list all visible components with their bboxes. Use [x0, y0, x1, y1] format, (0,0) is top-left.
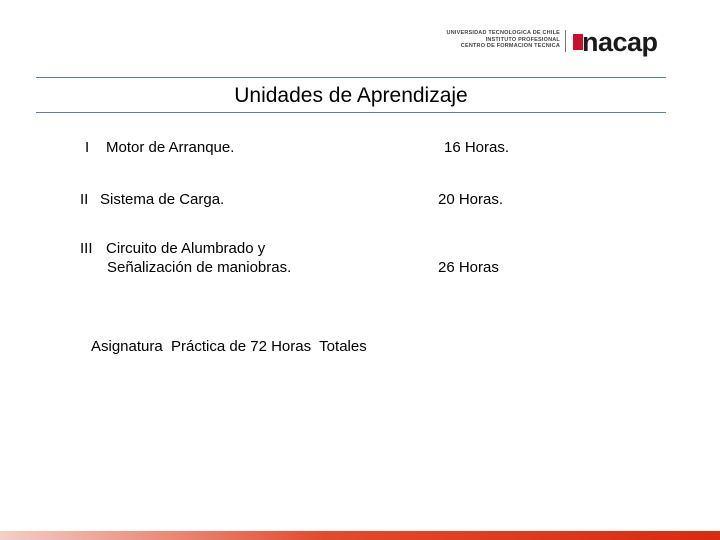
unit-name-line-2: Señalización de maniobras.	[107, 259, 292, 276]
logo-line-1: UNIVERSIDAD TECNOLOGICA DE CHILE	[446, 30, 560, 36]
logo-divider	[565, 30, 566, 52]
unit-name-line-1: Circuito de Alumbrado y	[106, 240, 266, 257]
unit-hours: 16 Horas.	[444, 139, 510, 156]
unit-hours: 26 Horas	[438, 259, 499, 276]
logo-wordmark: nacap	[582, 27, 658, 57]
unit-hours: 20 Horas.	[438, 191, 504, 208]
unit-numeral: III	[80, 240, 93, 257]
page-title: Unidades de Aprendizaje	[234, 84, 468, 107]
title-rule-top	[36, 77, 666, 78]
inacap-logo	[440, 26, 690, 66]
footer-accent-bar	[0, 531, 720, 540]
logo-line-2: INSTITUTO PROFESIONAL	[485, 36, 560, 43]
logo-line-3: CENTRO DE FORMACION TECNICA	[460, 43, 560, 49]
subject-summary: Asignatura Práctica de 72 Horas Totales	[91, 338, 367, 355]
unit-name: Motor de Arranque.	[106, 139, 235, 156]
unit-numeral: I	[85, 139, 90, 156]
unit-name: Sistema de Carga.	[100, 191, 225, 208]
title-rule-bottom	[36, 112, 666, 113]
logo-caption	[440, 30, 560, 50]
unit-numeral: II	[80, 191, 89, 208]
